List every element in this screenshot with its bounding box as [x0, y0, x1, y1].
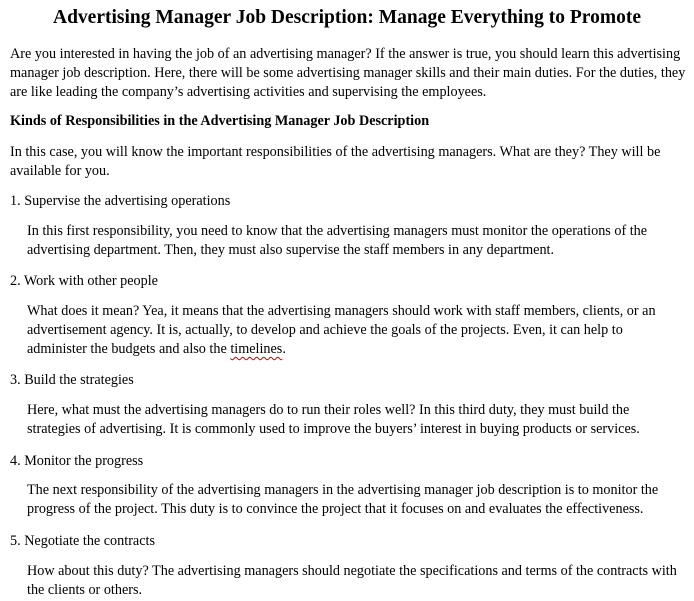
spelling-flagged-word[interactable]: timelines	[230, 341, 283, 357]
item-2-body-text: What does it mean? Yea, it means that the advertising managers should work with staff members, clients, or an advertisement agency. It is, actually, to develop and achieve the goals of the projects. Even, it can help to administer the budgets and also the	[27, 303, 656, 357]
item-1-heading: 1. Supervise the advertising operations	[10, 193, 231, 209]
item-1-body: In this first responsibility, you need to know that the advertising managers must monitor the operations of the advertising department. Then, they must also supervise the staff members in any department.	[27, 223, 648, 258]
intro-paragraph: Are you interested in having the job of an advertising manager? If the answer is true, you should learn this advertising manager job description. Here, there will be some advertising manager skills and their main duties. For the duties, they are like leading the company’s advertising activities and supervising the employees.	[10, 46, 686, 100]
item-4-body: The next responsibility of the advertising managers in the advertising manager job description is to monitor the progress of the project. This duty is to convince the project that it focuses on and evaluates the effectiveness.	[27, 482, 659, 517]
item-5-body: How about this duty? The advertising managers should negotiate the specifications and terms of the contracts with the clients or others.	[27, 563, 677, 598]
item-2-heading: 2. Work with other people	[10, 273, 158, 289]
item-5-heading: 5. Negotiate the contracts	[10, 533, 155, 549]
item-3-heading: 3. Build the strategies	[10, 372, 134, 388]
item-4-heading: 4. Monitor the progress	[10, 453, 144, 469]
item-2-body-end: .	[282, 341, 286, 357]
item-2-body	[27, 302, 686, 359]
section-heading: Kinds of Responsibilities in the Advertising Manager Job Description	[10, 113, 430, 129]
section-intro: In this case, you will know the important responsibilities of the advertising managers. What are they? They will be available for you.	[10, 144, 661, 179]
document-title: Advertising Manager Job Description: Manage Everything to Promote	[53, 7, 641, 28]
item-3-body: Here, what must the advertising managers do to run their roles well? In this third duty, they must build the strategies of advertising. It is commonly used to improve the buyers’ interest in buying products or services.	[27, 402, 640, 437]
